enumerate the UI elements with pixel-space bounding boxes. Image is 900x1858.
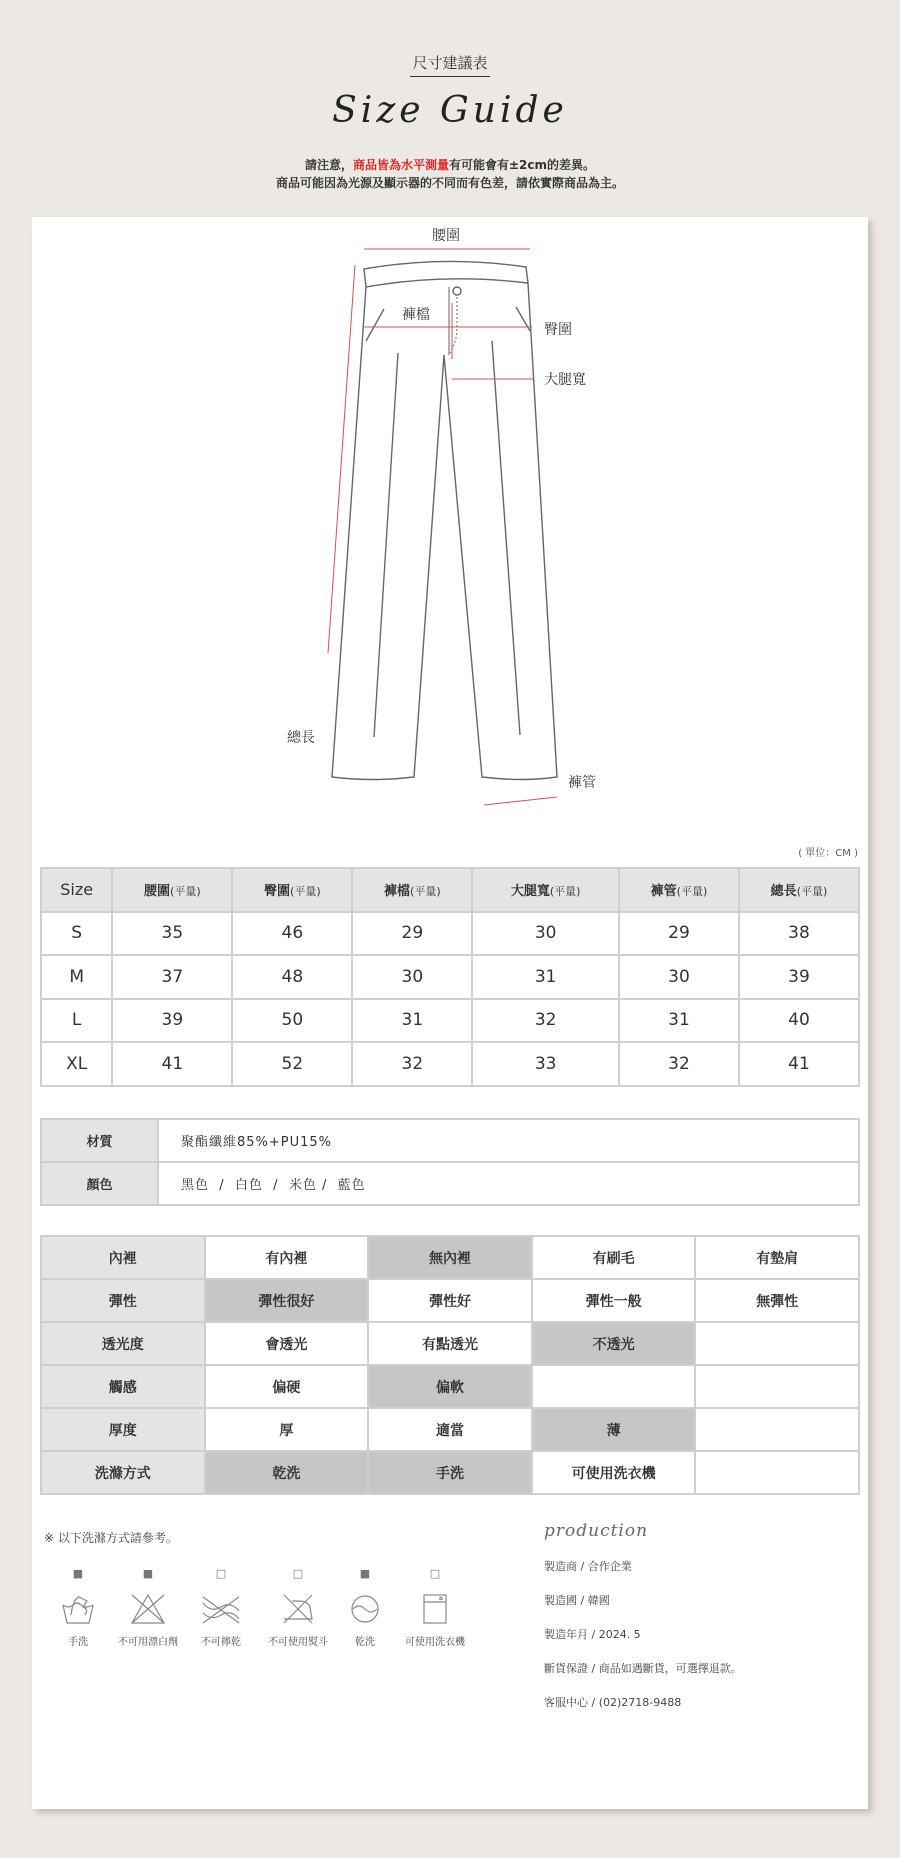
thigh-label: 大腿寬 (544, 372, 586, 388)
size-guide-card (32, 217, 868, 1809)
wash-item (263, 1567, 333, 1648)
wash-label: 乾洗 (355, 1637, 375, 1648)
wash-section (44, 1529, 484, 1689)
table-row (41, 999, 859, 1043)
material-value: 聚酯纖維85%+PU15% (158, 1119, 859, 1162)
value-cell: 39 (112, 999, 232, 1043)
property-option: 不透光 (532, 1322, 696, 1365)
property-option: 無彈性 (695, 1279, 859, 1322)
page-title: Size Guide (332, 90, 568, 131)
color-label: 顏色 (41, 1162, 158, 1205)
column-header: 總長(平量) (739, 868, 859, 912)
wash-mark: □ (429, 1567, 441, 1580)
column-header: 褲管(平量) (619, 868, 739, 912)
size-cell: XL (41, 1042, 112, 1086)
wash-mark: □ (292, 1567, 304, 1580)
value-cell: 50 (232, 999, 352, 1043)
property-row (41, 1451, 859, 1494)
property-option: 彈性好 (368, 1279, 532, 1322)
property-option: 會透光 (205, 1322, 369, 1365)
notice-line-1: 請注意，商品皆為水平測量有可能會有±2cm的差異。 (304, 158, 596, 172)
property-option: 彈性一般 (532, 1279, 696, 1322)
property-row (41, 1365, 859, 1408)
no-iron-icon (280, 1593, 316, 1625)
rise-label: 褲檔 (402, 307, 430, 323)
property-option (695, 1451, 859, 1494)
header (0, 0, 900, 215)
no-bleach-icon (130, 1593, 166, 1625)
wash-label: 可使用洗衣機 (405, 1637, 465, 1648)
wash-item (400, 1567, 470, 1648)
wash-label: 手洗 (68, 1637, 88, 1648)
production-line: 製造國 / 韓國 (544, 1594, 610, 1607)
notice-highlight: 商品皆為水平測量 (352, 158, 449, 172)
value-cell: 38 (739, 912, 859, 956)
property-label: 洗滌方式 (41, 1451, 205, 1494)
wash-mark: ■ (359, 1567, 371, 1580)
property-row (41, 1322, 859, 1365)
value-cell: 46 (232, 912, 352, 956)
table-row (41, 955, 859, 999)
property-option: 有刷毛 (532, 1236, 696, 1279)
waist-label: 腰圍 (432, 228, 460, 244)
property-table-body (41, 1236, 859, 1494)
washing-machine-icon (421, 1593, 449, 1625)
value-cell: 52 (232, 1042, 352, 1086)
production-section (544, 1521, 864, 1711)
wash-label: 不可用漂白劑 (118, 1637, 178, 1648)
property-row (41, 1236, 859, 1279)
wash-label: 不可擰乾 (201, 1637, 241, 1648)
property-option (695, 1365, 859, 1408)
property-row (41, 1408, 859, 1451)
sub-title: 尺寸建議表 (0, 52, 900, 77)
column-header: 褲檔(平量) (352, 868, 472, 912)
value-cell: 32 (352, 1042, 472, 1086)
property-option: 手洗 (368, 1451, 532, 1494)
production-line: 製造商 / 合作企業 (544, 1560, 632, 1573)
property-label: 彈性 (41, 1279, 205, 1322)
value-cell: 31 (352, 999, 472, 1043)
wash-item (186, 1567, 256, 1648)
property-option: 有點透光 (368, 1322, 532, 1365)
property-option: 有墊肩 (695, 1236, 859, 1279)
notice (0, 156, 900, 192)
property-option: 厚 (205, 1408, 369, 1451)
value-cell: 32 (472, 999, 619, 1043)
wash-mark: □ (215, 1567, 227, 1580)
size-cell: S (41, 912, 112, 956)
unit-note: ( 單位：CM ) (798, 848, 858, 859)
value-cell: 29 (619, 912, 739, 956)
dry-clean-icon (349, 1593, 381, 1625)
production-line: 製造年月 / 2024. 5 (544, 1628, 641, 1641)
value-cell: 48 (232, 955, 352, 999)
wash-item (113, 1567, 183, 1648)
property-label: 觸感 (41, 1365, 205, 1408)
property-option: 偏軟 (368, 1365, 532, 1408)
material-table (40, 1118, 860, 1206)
property-label: 厚度 (41, 1408, 205, 1451)
property-option: 乾洗 (205, 1451, 369, 1494)
hip-label: 臀圍 (544, 322, 572, 338)
hem-label: 褲管 (568, 775, 596, 791)
value-cell: 30 (472, 912, 619, 956)
value-cell: 31 (472, 955, 619, 999)
table-row (41, 912, 859, 956)
size-table (40, 867, 860, 1087)
value-cell: 40 (739, 999, 859, 1043)
size-cell: M (41, 955, 112, 999)
column-header: 大腿寬(平量) (472, 868, 619, 912)
wash-label: 不可使用熨斗 (268, 1637, 328, 1648)
property-option: 可使用洗衣機 (532, 1451, 696, 1494)
hand-wash-icon (61, 1593, 95, 1625)
notice-line-2: 商品可能因為光源及顯示器的不同而有色差，請依實際商品為主。 (275, 176, 624, 190)
wash-item (43, 1567, 113, 1648)
property-option: 彈性很好 (205, 1279, 369, 1322)
property-option (695, 1408, 859, 1451)
material-label: 材質 (41, 1119, 158, 1162)
size-table-header (41, 868, 859, 912)
property-option: 適當 (368, 1408, 532, 1451)
production-line: 斷貨保證 / 商品如遇斷貨，可選擇退款。 (544, 1662, 742, 1675)
property-label: 透光度 (41, 1322, 205, 1365)
production-title: production (544, 1521, 649, 1541)
wash-mark: ■ (142, 1567, 154, 1580)
table-row (41, 1042, 859, 1086)
property-option: 無內裡 (368, 1236, 532, 1279)
column-header: 臀圍(平量) (232, 868, 352, 912)
value-cell: 30 (352, 955, 472, 999)
color-row (41, 1162, 859, 1205)
color-value: 黑色 / 白色 / 米色 / 藍色 (158, 1162, 859, 1205)
value-cell: 41 (112, 1042, 232, 1086)
pants-diagram (32, 217, 868, 817)
column-header: 腰圍(平量) (112, 868, 232, 912)
no-wring-icon (201, 1593, 241, 1625)
size-cell: L (41, 999, 112, 1043)
property-table (40, 1235, 860, 1495)
value-cell: 37 (112, 955, 232, 999)
value-cell: 29 (352, 912, 472, 956)
value-cell: 33 (472, 1042, 619, 1086)
property-option: 偏硬 (205, 1365, 369, 1408)
property-option: 薄 (532, 1408, 696, 1451)
value-cell: 31 (619, 999, 739, 1043)
length-label: 總長 (287, 730, 315, 746)
production-line: 客服中心 / (02)2718-9488 (544, 1696, 682, 1709)
material-row (41, 1119, 859, 1162)
property-option: 有內裡 (205, 1236, 369, 1279)
value-cell: 35 (112, 912, 232, 956)
value-cell: 32 (619, 1042, 739, 1086)
value-cell: 41 (739, 1042, 859, 1086)
property-option (532, 1365, 696, 1408)
property-row (41, 1279, 859, 1322)
size-header: Size (41, 868, 112, 912)
value-cell: 30 (619, 955, 739, 999)
wash-item (330, 1567, 400, 1648)
wash-note: ※ 以下洗滌方式請參考。 (44, 1531, 178, 1545)
wash-mark: ■ (72, 1567, 84, 1580)
property-option (695, 1322, 859, 1365)
property-label: 內裡 (41, 1236, 205, 1279)
value-cell: 39 (739, 955, 859, 999)
